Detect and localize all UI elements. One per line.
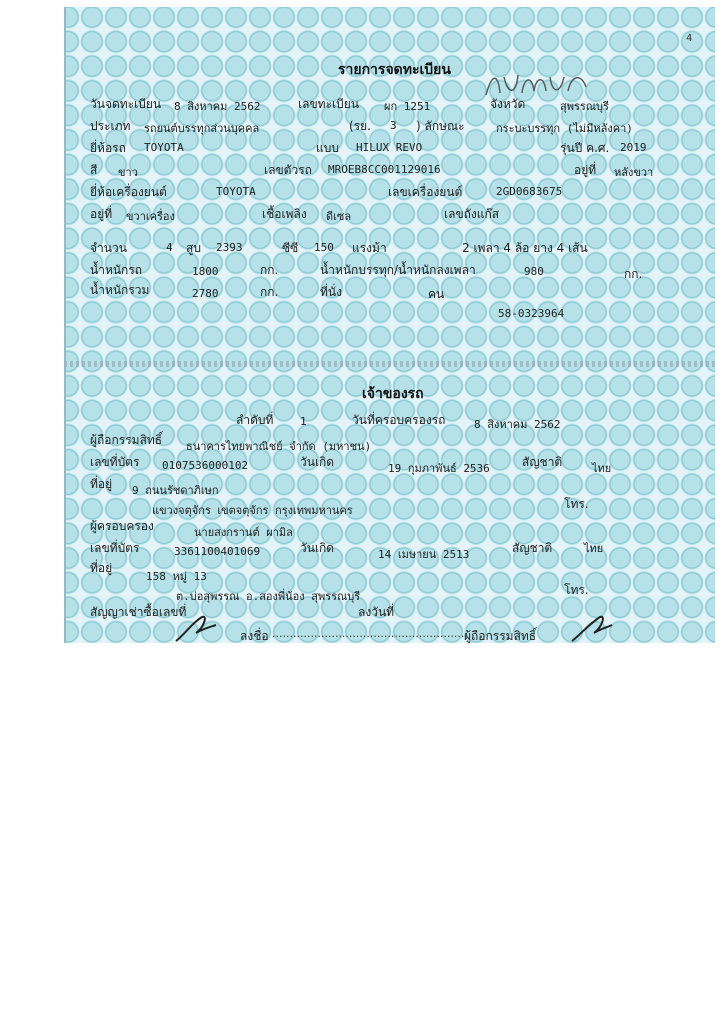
fuel-type: ดีเซล bbox=[326, 210, 352, 223]
type-label: ประเภท bbox=[90, 119, 131, 133]
kg-unit-1: กก. bbox=[260, 263, 279, 277]
vin-location-label: อยู่ที่ bbox=[574, 163, 597, 177]
province-label: จังหวัด bbox=[490, 97, 526, 111]
possessor-birth: 14 เมษายน 2513 bbox=[378, 548, 470, 561]
signature-right bbox=[570, 613, 614, 643]
owner-title: เจ้าของรถ bbox=[362, 386, 424, 402]
page-left-edge bbox=[64, 7, 66, 643]
seats-label: ที่นั่ง bbox=[320, 285, 342, 299]
kg-unit-2: กก. bbox=[624, 267, 643, 281]
owner-birth-label: วันเกิด bbox=[300, 455, 335, 469]
order-number: 1 bbox=[300, 415, 307, 428]
weight-label: น้ำหนักรถ bbox=[90, 263, 143, 277]
vehicle-brand: TOYOTA bbox=[144, 141, 184, 154]
style-label: ) ลักษณะ bbox=[416, 119, 465, 133]
sign-label: ลงชื่อ bbox=[240, 629, 269, 643]
possessor-id-label: เลขที่บัตร bbox=[90, 541, 140, 555]
gas-tank-label: เลขถังแก๊ส bbox=[444, 207, 500, 221]
load-weight: 980 bbox=[524, 265, 544, 278]
owner-address-label: ที่อยู่ bbox=[90, 477, 113, 491]
document-number: 58-0323964 bbox=[498, 307, 565, 320]
owner-name: ธนาคารไทยพาณิชย์ จำกัด (มหาชน) bbox=[186, 440, 372, 453]
gross-weight: 2780 bbox=[192, 287, 219, 300]
engine-location: ขวาเครื่อง bbox=[126, 210, 175, 223]
owner-nationality: ไทย bbox=[592, 462, 612, 475]
engine-cc: 2393 bbox=[216, 241, 243, 254]
possessor-address-line1: 158 หมู่ 13 bbox=[146, 570, 207, 583]
owner-address-line2: แขวงจตุจักร เขตจตุจักร กรุงเทพมหานคร bbox=[152, 504, 353, 517]
section-divider bbox=[64, 361, 715, 367]
qty-label: จำนวน bbox=[90, 241, 127, 255]
owner-label: ผู้ถือกรรมสิทธิ์ bbox=[90, 433, 163, 447]
engine-number: 2GD0683675 bbox=[496, 185, 563, 198]
page-number: 4 bbox=[686, 33, 693, 44]
vin-label: เลขตัวรถ bbox=[264, 163, 312, 177]
possessor-birth-label: วันเกิด bbox=[300, 541, 335, 555]
engine-brand-label: ยี่ห้อเครื่องยนต์ bbox=[90, 185, 167, 199]
axles-wheels-tires: 2 เพลา 4 ล้อ ยาง 4 เส้น bbox=[462, 241, 588, 255]
reg-date: 8 สิงหาคม 2562 bbox=[174, 100, 261, 113]
vehicle-color: ขาว bbox=[118, 166, 138, 179]
fuel-label: เชื้อเพลิง bbox=[262, 207, 307, 221]
horsepower: 150 bbox=[314, 241, 334, 254]
kg-unit-3: กก. bbox=[260, 285, 279, 299]
province: สุพรรณบุรี bbox=[560, 100, 609, 113]
owner-sign-label: ผู้ถือกรรมสิทธิ์ bbox=[464, 629, 537, 643]
possessor-address-label: ที่อยู่ bbox=[90, 561, 113, 575]
owner-tel-label: โทร. bbox=[564, 497, 589, 511]
reg-date-label: วันจดทะเบียน bbox=[90, 97, 162, 111]
model-year: 2019 bbox=[620, 141, 647, 154]
possessor-nationality-label: สัญชาติ bbox=[512, 541, 553, 555]
registration-title: รายการจดทะเบียน bbox=[338, 62, 451, 78]
registration-document bbox=[64, 7, 715, 643]
signed-date-label: ลงวันที่ bbox=[358, 605, 395, 619]
engine-no-label: เลขเครื่องยนต์ bbox=[388, 185, 463, 199]
possessor-name: นายสงกรานต์ ผามิล bbox=[194, 526, 293, 539]
cylinders: 4 bbox=[166, 241, 173, 254]
order-label: ลำดับที่ bbox=[236, 413, 274, 427]
possessor-nationality: ไทย bbox=[584, 542, 604, 555]
possession-date-label: วันที่ครอบครองรถ bbox=[352, 413, 446, 427]
signature-left bbox=[174, 613, 218, 643]
vehicle-weight: 1800 bbox=[192, 265, 219, 278]
signature-line: ........................................................ bbox=[272, 627, 468, 640]
lease-label: สัญญาเช่าซื้อเลขที่ bbox=[90, 605, 187, 619]
plate-number: ผก 1251 bbox=[384, 100, 431, 113]
plate-label: เลขทะเบียน bbox=[298, 97, 359, 111]
color-label: สี bbox=[90, 163, 98, 177]
owner-nationality-label: สัญชาติ bbox=[522, 455, 563, 469]
possessor-id: 3361100401069 bbox=[174, 545, 261, 558]
possessor-tel-label: โทร. bbox=[564, 583, 589, 597]
ry-label: (รย. bbox=[349, 119, 371, 133]
owner-address-line1: 9 ถนนรัชดาภิเษก bbox=[132, 484, 219, 497]
vin-location: หลังขวา bbox=[614, 166, 654, 179]
vehicle-model: HILUX REVO bbox=[356, 141, 423, 154]
possessor-label: ผู้ครอบครอง bbox=[90, 519, 154, 533]
seats-unit: คน bbox=[428, 287, 445, 301]
hp-label: แรงม้า bbox=[352, 241, 387, 255]
engine-brand: TOYOTA bbox=[216, 185, 256, 198]
ry-value: 3 bbox=[390, 119, 397, 132]
gross-label: น้ำหนักรวม bbox=[90, 283, 150, 297]
cc-label: ซีซี bbox=[282, 241, 299, 255]
engine-location-label: อยู่ที่ bbox=[90, 207, 113, 221]
owner-id-label: เลขที่บัตร bbox=[90, 455, 140, 469]
owner-id: 0107536000102 bbox=[162, 459, 249, 472]
brand-label: ยี่ห้อรถ bbox=[90, 141, 126, 155]
vehicle-type: รถยนต์บรรทุกส่วนบุคคล bbox=[144, 122, 260, 135]
possessor-address-line2: ต.บ่อสุพรรณ อ.สองพี่น้อง สุพรรณบุรี bbox=[176, 590, 361, 603]
vin: MROEB8CC001129016 bbox=[328, 163, 441, 176]
vehicle-style: กระบะบรรทุก (ไม่มีหลังคา) bbox=[496, 122, 633, 135]
owner-birth: 19 กุมภาพันธ์ 2536 bbox=[388, 462, 490, 475]
year-label: รุ่นปี ค.ศ. bbox=[560, 141, 610, 155]
possession-date: 8 สิงหาคม 2562 bbox=[474, 418, 561, 431]
model-label: แบบ bbox=[316, 141, 339, 155]
cyl-label: สูบ bbox=[186, 241, 201, 255]
load-label: น้ำหนักบรรทุก/น้ำหนักลงเพลา bbox=[320, 263, 476, 277]
